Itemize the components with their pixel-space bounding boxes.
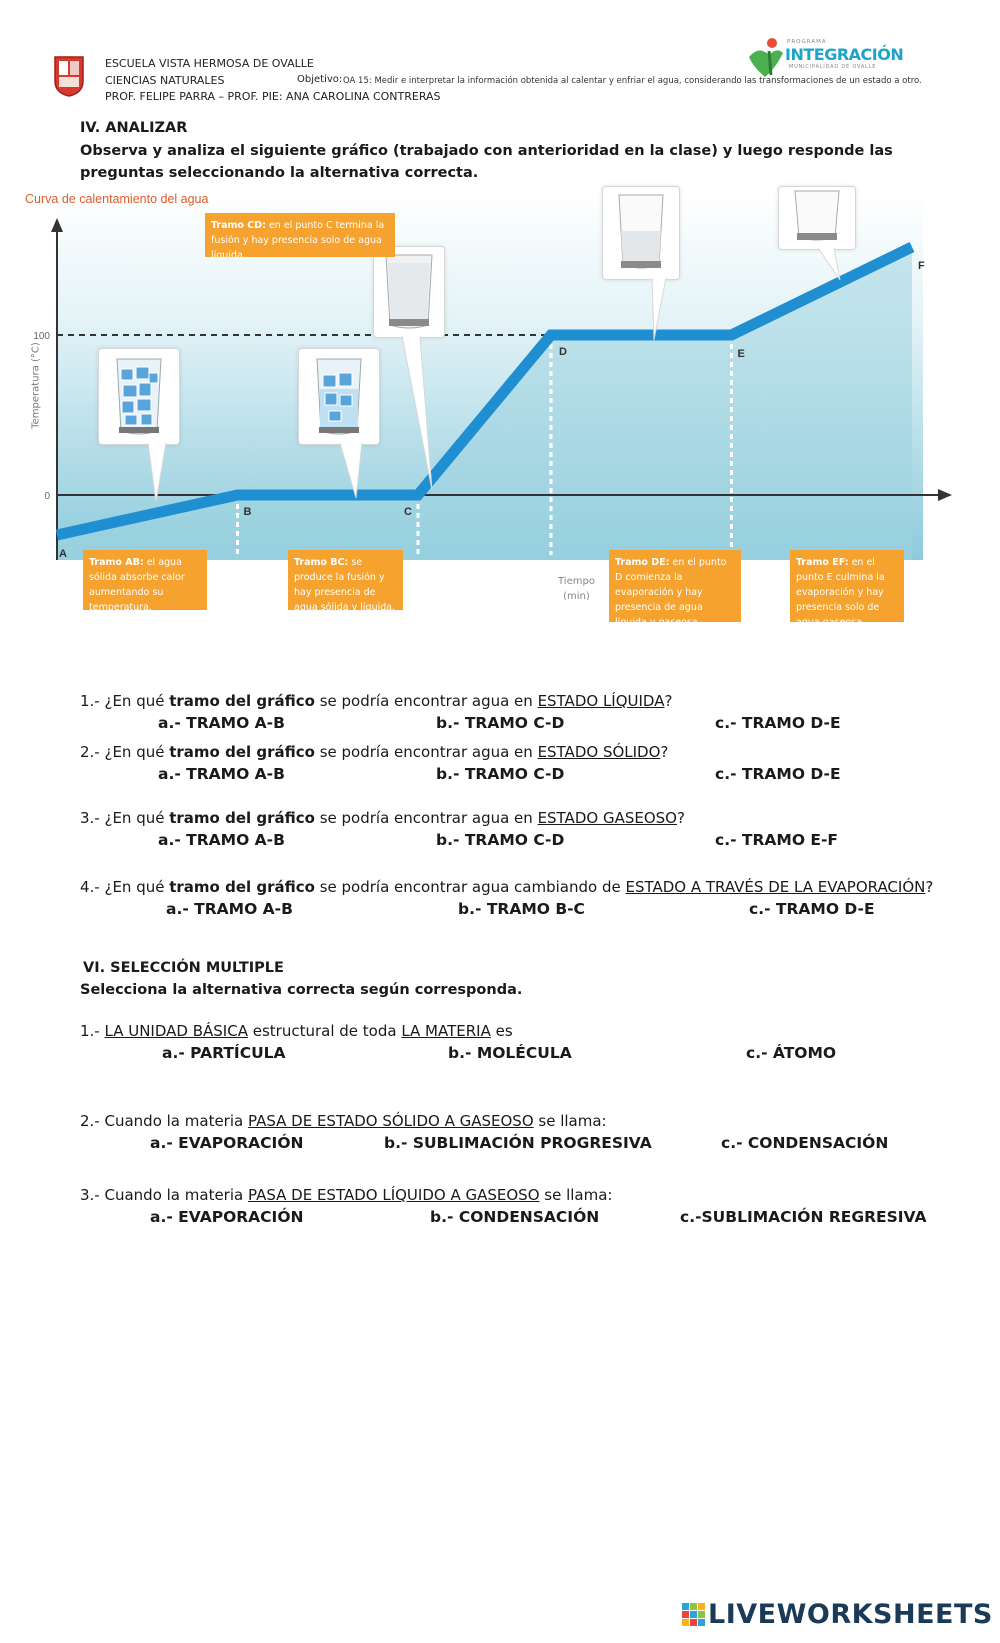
question-4-3 bbox=[80, 809, 685, 827]
point-label-a: A bbox=[59, 548, 67, 560]
x-axis-label bbox=[558, 574, 595, 604]
question-4-4-option-c[interactable]: c.- TRAMO D-E bbox=[749, 900, 875, 918]
teachers: PROF. FELIPE PARRA – PROF. PIE: ANA CAROLINA CONTRERAS bbox=[105, 90, 441, 103]
question-4-1-post: ? bbox=[664, 692, 673, 710]
section-4-title: IV. ANALIZAR bbox=[80, 120, 188, 136]
question-6-2-option-c[interactable]: c.- CONDENSACIÓN bbox=[721, 1134, 889, 1152]
question-6-3-u1: PASA DE ESTADO LÍQUIDO A GASEOSO bbox=[247, 1186, 540, 1204]
question-4-2-post: ? bbox=[660, 743, 669, 761]
point-label-d: D bbox=[559, 346, 567, 358]
question-6-2-option-a[interactable]: a.- EVAPORACIÓN bbox=[150, 1134, 304, 1152]
question-6-3-option-c[interactable]: c.-SUBLIMACIÓN REGRESIVA bbox=[680, 1208, 927, 1226]
y-axis-label: Temperatura (°C) bbox=[30, 342, 42, 429]
question-4-4-mid: se podría encontrar agua cambiando de bbox=[314, 878, 626, 896]
question-6-1-option-b[interactable]: b.- MOLÉCULA bbox=[448, 1044, 572, 1062]
question-4-3-u: ESTADO GASEOSO bbox=[537, 809, 677, 827]
question-4-3-mid: se podría encontrar agua en bbox=[314, 809, 538, 827]
y-tick-100: 100 bbox=[33, 331, 50, 342]
objective-text: OA 15: Medir e interpretar la información obtenida al calentar y enfriar el agua, considerando las transformaciones de un estado a otro. bbox=[343, 76, 922, 86]
point-label-b: B bbox=[243, 506, 252, 518]
question-6-1-pre: 1.- bbox=[80, 1022, 105, 1040]
liveworksheets-logo bbox=[682, 1599, 993, 1637]
section-4-instructions: Observa y analiza el siguiente gráfico (trabajado con anterioridad en la clase) y luego responde las preguntas seleccionando la alternativa correcta. bbox=[80, 143, 893, 181]
question-6-3-mid: se llama: bbox=[539, 1186, 613, 1204]
note-ef-text: en el punto E culmina la evaporación y hay presencia solo de agua gaseosa. bbox=[796, 557, 885, 628]
logo-text: INTEGRACIÓN bbox=[785, 45, 904, 64]
x-axis-label-line2: (min) bbox=[563, 591, 590, 602]
question-6-2-pre: 2.- Cuando la materia bbox=[80, 1112, 248, 1130]
question-6-2 bbox=[80, 1112, 607, 1130]
question-4-2-mid: se podría encontrar agua en bbox=[314, 743, 538, 761]
question-4-1 bbox=[80, 692, 672, 710]
question-4-1-bold: tramo del gráfico bbox=[169, 692, 315, 710]
liveworksheets-brand: LIVEWORKSHEETS bbox=[708, 1599, 993, 1630]
note-de-text: en el punto D comienza la evaporación y hay presencia de agua líquida y gaseosa. bbox=[615, 557, 727, 628]
note-cd-text: en el punto C termina la fusión y hay presencia solo de agua líquida. bbox=[211, 220, 385, 261]
note-bc-title: Tramo BC: bbox=[294, 557, 349, 568]
point-label-c: C bbox=[404, 506, 412, 518]
question-4-2-pre: 2.- ¿En qué bbox=[80, 743, 170, 761]
section-6-title: VI. SELECCIÓN MULTIPLE bbox=[83, 960, 284, 976]
question-4-3-option-c[interactable]: c.- TRAMO E-F bbox=[715, 831, 839, 849]
glass-ice-ab bbox=[98, 348, 180, 445]
question-6-3-option-b[interactable]: b.- CONDENSACIÓN bbox=[430, 1208, 600, 1226]
glass-ice-bc bbox=[298, 348, 380, 445]
question-4-1-option-b[interactable]: b.- TRAMO C-D bbox=[436, 714, 565, 732]
y-tick-0: 0 bbox=[44, 491, 50, 502]
question-6-1-mid: estructural de toda bbox=[247, 1022, 402, 1040]
question-4-4-pre: 4.- ¿En qué bbox=[80, 878, 170, 896]
question-4-1-option-c[interactable]: c.- TRAMO D-E bbox=[715, 714, 841, 732]
question-4-1-u: ESTADO LÍQUIDA bbox=[537, 692, 665, 710]
question-6-1-u2: LA MATERIA bbox=[401, 1022, 491, 1040]
logo-small-top: PROGRAMA bbox=[787, 39, 827, 45]
question-4-1-pre: 1.- ¿En qué bbox=[80, 692, 170, 710]
question-6-2-mid: se llama: bbox=[533, 1112, 607, 1130]
question-6-1-u1: LA UNIDAD BÁSICA bbox=[104, 1022, 248, 1040]
question-6-3 bbox=[80, 1186, 612, 1204]
note-bc bbox=[288, 550, 403, 613]
question-4-4 bbox=[80, 878, 933, 896]
note-ef bbox=[790, 550, 904, 628]
question-4-3-post: ? bbox=[676, 809, 685, 827]
chart-title: Curva de calentamiento del agua bbox=[25, 192, 209, 206]
note-de-title: Tramo DE: bbox=[615, 557, 670, 568]
question-4-3-option-b[interactable]: b.- TRAMO C-D bbox=[436, 831, 565, 849]
note-ab-text: el agua sólida absorbe calor aumentando su temperatura. bbox=[89, 557, 185, 613]
logo-figure-head-icon bbox=[767, 38, 777, 48]
question-6-2-option-b[interactable]: b.- SUBLIMACIÓN PROGRESIVA bbox=[384, 1134, 652, 1152]
question-4-2-option-b[interactable]: b.- TRAMO C-D bbox=[436, 765, 565, 783]
question-4-1-option-a[interactable]: a.- TRAMO A-B bbox=[158, 714, 285, 732]
liveworksheets-grid-icon bbox=[682, 1603, 706, 1633]
glass-half-de bbox=[602, 186, 680, 280]
note-ef-title: Tramo EF: bbox=[796, 557, 849, 568]
question-4-2-u: ESTADO SÓLIDO bbox=[537, 743, 661, 761]
question-4-3-option-a[interactable]: a.- TRAMO A-B bbox=[158, 831, 285, 849]
question-6-1-option-a[interactable]: a.- PARTÍCULA bbox=[162, 1044, 286, 1062]
note-ab-title: Tramo AB: bbox=[89, 557, 144, 568]
note-cd bbox=[205, 213, 395, 261]
glass-empty-ef bbox=[778, 186, 856, 250]
question-6-1 bbox=[80, 1022, 513, 1040]
subject-name: CIENCIAS NATURALES bbox=[105, 74, 225, 87]
question-6-3-option-a[interactable]: a.- EVAPORACIÓN bbox=[150, 1208, 304, 1226]
school-name: ESCUELA VISTA HERMOSA DE OVALLE bbox=[105, 57, 314, 70]
integracion-logo bbox=[745, 33, 904, 81]
question-4-2-bold: tramo del gráfico bbox=[169, 743, 315, 761]
question-4-4-bold: tramo del gráfico bbox=[169, 878, 315, 896]
question-4-3-pre: 3.- ¿En qué bbox=[80, 809, 170, 827]
question-4-4-option-b[interactable]: b.- TRAMO B-C bbox=[458, 900, 585, 918]
x-axis-label-line1: Tiempo bbox=[558, 576, 595, 587]
question-6-3-pre: 3.- Cuando la materia bbox=[80, 1186, 248, 1204]
question-4-1-mid: se podría encontrar agua en bbox=[314, 692, 538, 710]
point-label-f: F bbox=[918, 260, 925, 272]
question-4-4-post: ? bbox=[925, 878, 934, 896]
note-cd-title: Tramo CD: bbox=[211, 220, 266, 231]
logo-small-bottom: MUNICIPALIDAD DE OVALLE bbox=[789, 64, 877, 70]
question-4-2 bbox=[80, 743, 668, 761]
point-label-e: E bbox=[737, 348, 745, 360]
note-de bbox=[609, 550, 741, 628]
glass-liquid-cd bbox=[373, 246, 445, 338]
school-crest bbox=[53, 55, 85, 97]
question-4-4-option-a[interactable]: a.- TRAMO A-B bbox=[166, 900, 293, 918]
question-4-2-option-a[interactable]: a.- TRAMO A-B bbox=[158, 765, 285, 783]
question-4-4-u: ESTADO A TRAVÉS DE LA EVAPORACIÓN bbox=[625, 878, 926, 896]
section-6-instructions: Selecciona la alternativa correcta según corresponda. bbox=[80, 982, 523, 998]
objective-label: Objetivo: bbox=[297, 74, 343, 85]
question-6-1-post: es bbox=[490, 1022, 513, 1040]
question-4-2-option-c[interactable]: c.- TRAMO D-E bbox=[715, 765, 841, 783]
note-ab bbox=[83, 550, 207, 613]
x-axis-arrow-icon bbox=[938, 489, 952, 501]
question-4-3-bold: tramo del gráfico bbox=[169, 809, 315, 827]
question-6-2-u1: PASA DE ESTADO SÓLIDO A GASEOSO bbox=[247, 1112, 534, 1130]
heating-curve-chart bbox=[0, 180, 1000, 640]
question-6-1-option-c[interactable]: c.- ÁTOMO bbox=[746, 1044, 837, 1062]
note-bc-text: se produce la fusión y hay presencia de agua sólida y líquida. bbox=[294, 557, 396, 613]
